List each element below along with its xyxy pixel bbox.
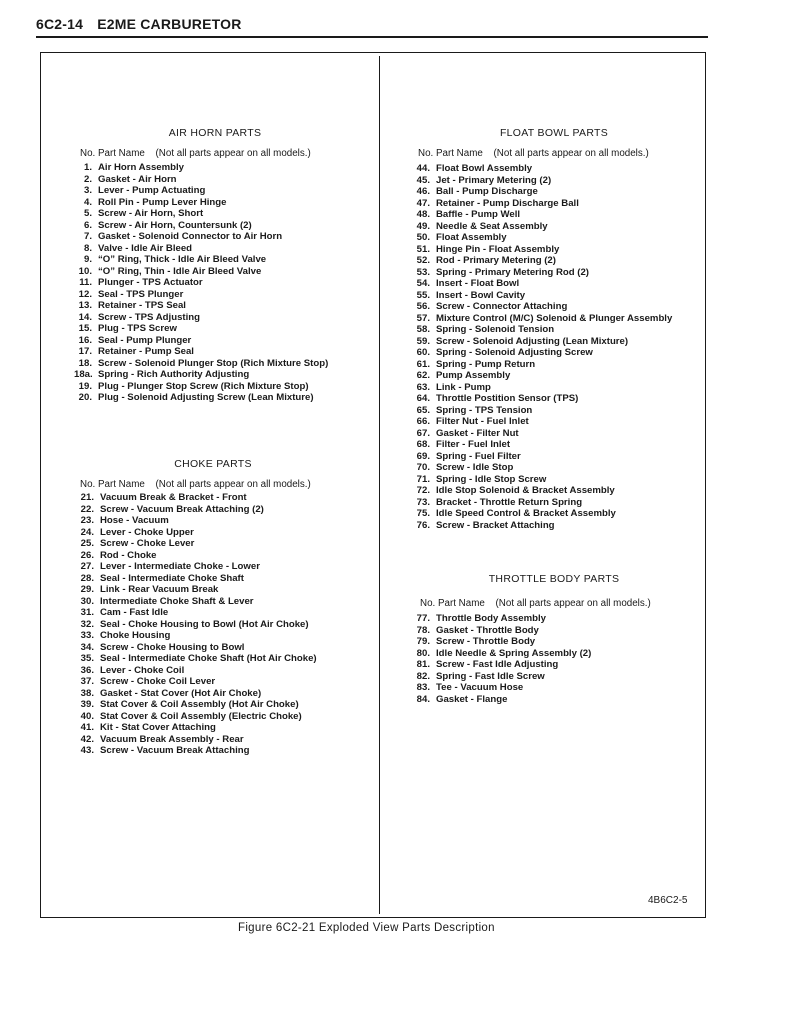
part-name: Screw - Solenoid Plunger Stop (Rich Mixture Stop)	[98, 357, 329, 369]
part-item	[412, 451, 672, 463]
part-name: Seal - Intermediate Choke Shaft (Hot Air Choke)	[100, 653, 317, 664]
float-bowl-title: FLOAT BOWL PARTS	[499, 127, 609, 139]
part-item	[74, 300, 328, 312]
part-name: Screw - Idle Stop	[436, 462, 514, 473]
part-name: Rod - Primary Metering (2)	[436, 255, 556, 266]
part-name: Vacuum Break & Bracket - Front	[100, 492, 247, 503]
part-number: 6.	[83, 219, 92, 231]
part-number: 38.	[80, 687, 94, 699]
part-item	[412, 175, 672, 187]
part-name: Idle Stop Solenoid & Bracket Assembly	[436, 485, 615, 496]
part-item	[412, 520, 672, 532]
part-item	[76, 550, 317, 562]
part-name: Vacuum Break Assembly - Rear	[100, 733, 244, 745]
part-item	[76, 596, 317, 608]
part-item	[76, 527, 317, 539]
part-number: 64.	[416, 393, 430, 404]
part-item	[74, 243, 328, 255]
page-header	[36, 16, 242, 32]
part-name: Gasket - Solenoid Connector to Air Horn	[98, 231, 283, 242]
part-number: 11.	[79, 277, 92, 288]
part-name: Roll Pin - Pump Lever Hinge	[98, 196, 227, 208]
part-number: 4.	[83, 196, 92, 208]
part-name: Rod - Choke	[100, 549, 157, 561]
part-number: 47.	[416, 197, 430, 209]
part-number: 28.	[80, 572, 94, 584]
part-name: Float Bowl Assembly	[436, 163, 533, 174]
part-item	[76, 504, 317, 516]
part-number: 20.	[78, 392, 92, 403]
part-name: Insert - Float Bowl	[436, 278, 520, 289]
part-number: 17.	[78, 346, 92, 357]
throttle-body-list	[412, 613, 591, 705]
part-number: 48.	[416, 209, 430, 220]
col-note: (Not all parts appear on all models.)	[155, 479, 311, 490]
col-note: (Not all parts appear on all models.)	[493, 148, 649, 159]
part-number: 53.	[416, 266, 430, 278]
part-item	[74, 162, 328, 174]
part-number: 12.	[78, 288, 92, 300]
part-name: Seal - Choke Housing to Bowl (Hot Air Choke)	[100, 618, 309, 630]
part-item	[412, 648, 591, 660]
part-item	[412, 393, 672, 405]
part-number: 49.	[416, 220, 430, 232]
part-item	[76, 584, 317, 596]
part-number: 13.	[78, 300, 92, 311]
part-name: Ball - Pump Discharge	[436, 186, 538, 197]
part-item	[76, 492, 317, 504]
part-item	[412, 497, 672, 509]
part-item	[412, 405, 672, 417]
part-name: Retainer - TPS Seal	[98, 300, 186, 311]
part-number: 84.	[416, 693, 430, 705]
part-number: 5.	[83, 208, 92, 219]
part-item	[412, 347, 672, 359]
part-number: 69.	[416, 450, 430, 462]
part-item	[76, 699, 317, 711]
part-name: Screw - Vacuum Break Attaching	[100, 745, 250, 756]
part-item	[74, 197, 328, 209]
col-part-name: Part Name	[435, 148, 483, 159]
part-number: 37.	[80, 676, 94, 687]
part-item	[76, 676, 317, 688]
choke-title: CHOKE PARTS	[174, 458, 252, 470]
part-item	[412, 382, 672, 394]
part-name: Screw - Solenoid Adjusting (Lean Mixture)	[436, 335, 629, 347]
part-item	[412, 474, 672, 486]
choke-list	[76, 492, 317, 757]
part-number: 16.	[78, 334, 92, 346]
part-number: 30.	[80, 595, 94, 607]
part-number: 25.	[80, 538, 94, 549]
air-horn-column-header	[80, 148, 311, 159]
figure-id: 4B6C2-5	[648, 895, 688, 906]
part-item	[412, 290, 672, 302]
part-name: Gasket - Stat Cover (Hot Air Choke)	[100, 687, 262, 699]
col-part-name: Part Name	[437, 598, 485, 609]
part-name: Mixture Control (M/C) Solenoid & Plunger Assembly	[436, 312, 673, 324]
part-name: Lever - Choke Coil	[100, 664, 185, 676]
part-number: 27.	[80, 561, 94, 572]
col-no: No.	[80, 148, 96, 159]
part-number: 34.	[80, 641, 94, 653]
part-item	[412, 613, 591, 625]
part-item	[412, 508, 672, 520]
col-note: (Not all parts appear on all models.)	[495, 598, 651, 609]
part-number: 71.	[416, 473, 430, 485]
part-item	[412, 186, 672, 198]
part-name: Pump Assembly	[436, 370, 511, 381]
part-number: 3.	[83, 185, 92, 196]
part-name: Gasket - Throttle Body	[436, 624, 539, 636]
col-part-name: Part Name	[97, 148, 145, 159]
part-item	[74, 369, 328, 381]
part-number: 79.	[416, 636, 430, 647]
part-number: 50.	[416, 232, 430, 243]
part-name: Intermediate Choke Shaft & Lever	[100, 595, 254, 607]
part-name: Throttle Body Assembly	[436, 613, 546, 624]
part-name: Plug - Solenoid Adjusting Screw (Lean Mixture)	[98, 392, 314, 403]
part-name: Stat Cover & Coil Assembly (Hot Air Choke)	[100, 699, 299, 710]
part-name: Spring - Pump Return	[436, 358, 536, 370]
part-name: Screw - Choke Lever	[100, 538, 195, 549]
part-number: 18a.	[74, 369, 93, 380]
part-name: Bracket - Throttle Return Spring	[436, 496, 583, 508]
part-item	[412, 462, 672, 474]
part-name: Link - Rear Vacuum Break	[100, 584, 219, 595]
part-item	[412, 198, 672, 210]
col-no: No.	[418, 148, 434, 159]
part-number: 42.	[80, 733, 94, 745]
part-number: 65.	[416, 404, 430, 416]
col-note: (Not all parts appear on all models.)	[155, 148, 311, 159]
part-name: Spring - Idle Stop Screw	[436, 473, 547, 485]
part-number: 21.	[80, 492, 94, 503]
part-number: 66.	[416, 416, 430, 427]
part-number: 23.	[80, 515, 94, 526]
part-name: “O” Ring, Thick - Idle Air Bleed Valve	[98, 254, 267, 265]
part-number: 73.	[416, 496, 430, 508]
column-divider	[379, 56, 380, 914]
part-number: 80.	[416, 647, 430, 659]
part-item	[76, 722, 317, 734]
part-number: 58.	[416, 324, 430, 335]
part-item	[412, 636, 591, 648]
part-name: Gasket - Filter Nut	[436, 427, 519, 439]
part-name: Screw - Air Horn, Countersunk (2)	[98, 219, 252, 231]
part-number: 1.	[83, 162, 92, 173]
part-name: Filter Nut - Fuel Inlet	[436, 416, 529, 427]
part-name: Spring - Fuel Filter	[436, 450, 521, 462]
part-number: 2.	[83, 173, 92, 185]
throttle-body-title: THROTTLE BODY PARTS	[488, 573, 620, 585]
part-name: Needle & Seat Assembly	[436, 220, 548, 232]
part-name: Retainer - Pump Seal	[98, 346, 194, 357]
part-name: Kit - Stat Cover Attaching	[100, 722, 216, 733]
part-item	[76, 573, 317, 585]
part-number: 56.	[416, 301, 430, 312]
part-number: 10.	[78, 265, 92, 277]
part-item	[76, 745, 317, 757]
part-item	[412, 301, 672, 313]
part-name: Air Horn Assembly	[98, 162, 185, 173]
part-name: Screw - Choke Coil Lever	[100, 676, 216, 687]
part-number: 77.	[416, 613, 430, 624]
part-item	[74, 254, 328, 266]
page-title: E2ME CARBURETOR	[97, 16, 242, 32]
part-item	[412, 255, 672, 267]
part-name: Screw - Connector Attaching	[436, 301, 568, 312]
part-number: 14.	[78, 311, 92, 323]
part-item	[74, 220, 328, 232]
part-number: 57.	[416, 312, 430, 324]
part-name: Gasket - Air Horn	[98, 173, 177, 185]
part-item	[412, 163, 672, 175]
part-name: Lever - Choke Upper	[100, 526, 194, 538]
choke-column-header	[80, 479, 311, 490]
part-number: 33.	[80, 630, 94, 641]
part-item	[412, 439, 672, 451]
part-number: 18.	[78, 357, 92, 369]
part-name: Spring - Solenoid Adjusting Screw	[436, 347, 593, 358]
part-name: Screw - TPS Adjusting	[98, 311, 200, 323]
part-item	[74, 358, 328, 370]
part-name: Filter - Fuel Inlet	[436, 439, 511, 450]
part-name: Spring - Rich Authority Adjusting	[98, 369, 250, 380]
part-item	[76, 538, 317, 550]
part-item	[76, 630, 317, 642]
part-item	[412, 359, 672, 371]
part-name: Spring - Fast Idle Screw	[436, 670, 545, 682]
part-item	[412, 416, 672, 428]
part-item	[412, 221, 672, 233]
part-item	[76, 734, 317, 746]
part-number: 44.	[416, 163, 430, 174]
part-number: 67.	[416, 427, 430, 439]
part-item	[412, 232, 672, 244]
part-name: Lever - Intermediate Choke - Lower	[100, 561, 260, 572]
part-name: Stat Cover & Coil Assembly (Electric Choke)	[100, 710, 302, 722]
part-name: Screw - Air Horn, Short	[98, 208, 204, 219]
part-number: 83.	[416, 682, 430, 693]
part-number: 26.	[80, 549, 94, 561]
part-name: Plunger - TPS Actuator	[98, 277, 203, 288]
throttle-body-column-header	[420, 598, 651, 609]
air-horn-title: AIR HORN PARTS	[168, 127, 262, 139]
part-name: Seal - Intermediate Choke Shaft	[100, 572, 244, 584]
header-rule	[36, 36, 708, 38]
part-number: 15.	[78, 323, 92, 334]
part-number: 61.	[416, 358, 430, 370]
part-name: Hinge Pin - Float Assembly	[436, 243, 560, 255]
part-number: 55.	[416, 289, 430, 301]
part-name: Screw - Vacuum Break Attaching (2)	[100, 503, 264, 515]
part-number: 63.	[416, 381, 430, 393]
part-number: 51.	[416, 243, 430, 255]
part-number: 7.	[83, 231, 92, 242]
part-item	[412, 267, 672, 279]
part-item	[412, 428, 672, 440]
part-name: Plug - Plunger Stop Screw (Rich Mixture Stop)	[98, 380, 309, 392]
part-item	[74, 346, 328, 358]
part-item	[76, 688, 317, 700]
part-number: 29.	[80, 584, 94, 595]
part-number: 43.	[80, 745, 94, 756]
part-name: Seal - Pump Plunger	[98, 334, 192, 346]
part-number: 62.	[416, 370, 430, 381]
float-bowl-list	[412, 163, 672, 531]
part-item	[412, 659, 591, 671]
part-item	[74, 392, 328, 404]
part-number: 59.	[416, 335, 430, 347]
part-item	[412, 671, 591, 683]
part-item	[76, 607, 317, 619]
part-name: Screw - Bracket Attaching	[436, 519, 555, 531]
part-number: 24.	[80, 526, 94, 538]
part-item	[412, 694, 591, 706]
part-number: 22.	[80, 503, 94, 515]
part-item	[412, 313, 672, 325]
part-number: 60.	[416, 347, 430, 358]
part-item	[76, 515, 317, 527]
part-name: Jet - Primary Metering (2)	[436, 174, 552, 186]
part-number: 39.	[80, 699, 94, 710]
part-number: 72.	[416, 485, 430, 496]
part-item	[76, 653, 317, 665]
col-no: No.	[420, 598, 436, 609]
part-name: Cam - Fast Idle	[100, 607, 169, 618]
part-number: 9.	[83, 254, 92, 265]
part-number: 31.	[80, 607, 94, 618]
part-number: 36.	[80, 664, 94, 676]
part-item	[74, 174, 328, 186]
part-item	[74, 289, 328, 301]
figure-caption: Figure 6C2-21 Exploded View Parts Description	[238, 922, 495, 934]
part-name: Link - Pump	[436, 381, 491, 393]
part-name: Seal - TPS Plunger	[98, 288, 184, 300]
part-item	[412, 336, 672, 348]
part-item	[74, 231, 328, 243]
part-number: 35.	[80, 653, 94, 664]
part-number: 52.	[416, 255, 430, 266]
part-name: Spring - Primary Metering Rod (2)	[436, 266, 589, 278]
part-item	[74, 312, 328, 324]
part-number: 81.	[416, 659, 430, 670]
part-number: 70.	[416, 462, 430, 473]
part-name: Hose - Vacuum	[100, 515, 169, 526]
part-item	[412, 278, 672, 290]
part-number: 45.	[416, 174, 430, 186]
part-name: Screw - Fast Idle Adjusting	[436, 659, 559, 670]
part-name: Valve - Idle Air Bleed	[98, 242, 193, 254]
part-number: 46.	[416, 186, 430, 197]
air-horn-list	[74, 162, 328, 404]
part-item	[76, 665, 317, 677]
part-name: Idle Speed Control & Bracket Assembly	[436, 508, 616, 519]
col-no: No.	[80, 479, 96, 490]
part-item	[412, 324, 672, 336]
part-name: “O” Ring, Thin - Idle Air Bleed Valve	[98, 265, 262, 277]
part-number: 68.	[416, 439, 430, 450]
part-item	[412, 370, 672, 382]
part-name: Tee - Vacuum Hose	[436, 682, 524, 693]
part-name: Screw - Throttle Body	[436, 636, 536, 647]
part-name: Spring - TPS Tension	[436, 404, 533, 416]
part-item	[412, 244, 672, 256]
part-item	[74, 266, 328, 278]
part-name: Gasket - Flange	[436, 693, 508, 705]
part-item	[76, 561, 317, 573]
part-number: 41.	[80, 722, 94, 733]
part-number: 76.	[416, 519, 430, 531]
part-item	[74, 185, 328, 197]
part-number: 8.	[83, 242, 92, 254]
part-number: 19.	[78, 380, 92, 392]
col-part-name: Part Name	[97, 479, 145, 490]
part-item	[74, 277, 328, 289]
part-name: Spring - Solenoid Tension	[436, 324, 555, 335]
part-number: 40.	[80, 710, 94, 722]
part-name: Plug - TPS Screw	[98, 323, 177, 334]
part-item	[74, 381, 328, 393]
part-number: 54.	[416, 278, 430, 289]
part-name: Baffle - Pump Well	[436, 209, 521, 220]
part-name: Throttle Postition Sensor (TPS)	[436, 393, 579, 404]
part-item	[412, 485, 672, 497]
part-item	[76, 619, 317, 631]
part-item	[74, 323, 328, 335]
part-number: 75.	[416, 508, 430, 519]
part-name: Float Assembly	[436, 232, 507, 243]
part-name: Lever - Pump Actuating	[98, 185, 206, 196]
part-item	[76, 642, 317, 654]
part-item	[412, 209, 672, 221]
part-name: Insert - Bowl Cavity	[436, 289, 526, 301]
part-name: Screw - Choke Housing to Bowl	[100, 641, 245, 653]
part-name: Idle Needle & Spring Assembly (2)	[436, 647, 592, 659]
part-item	[74, 335, 328, 347]
part-number: 82.	[416, 670, 430, 682]
part-name: Choke Housing	[100, 630, 171, 641]
part-item	[74, 208, 328, 220]
part-item	[412, 625, 591, 637]
section-number: 6C2-14	[36, 16, 84, 32]
part-number: 32.	[80, 618, 94, 630]
float-bowl-column-header	[418, 148, 649, 159]
part-number: 78.	[416, 624, 430, 636]
part-item	[76, 711, 317, 723]
part-item	[412, 682, 591, 694]
part-name: Retainer - Pump Discharge Ball	[436, 197, 579, 209]
